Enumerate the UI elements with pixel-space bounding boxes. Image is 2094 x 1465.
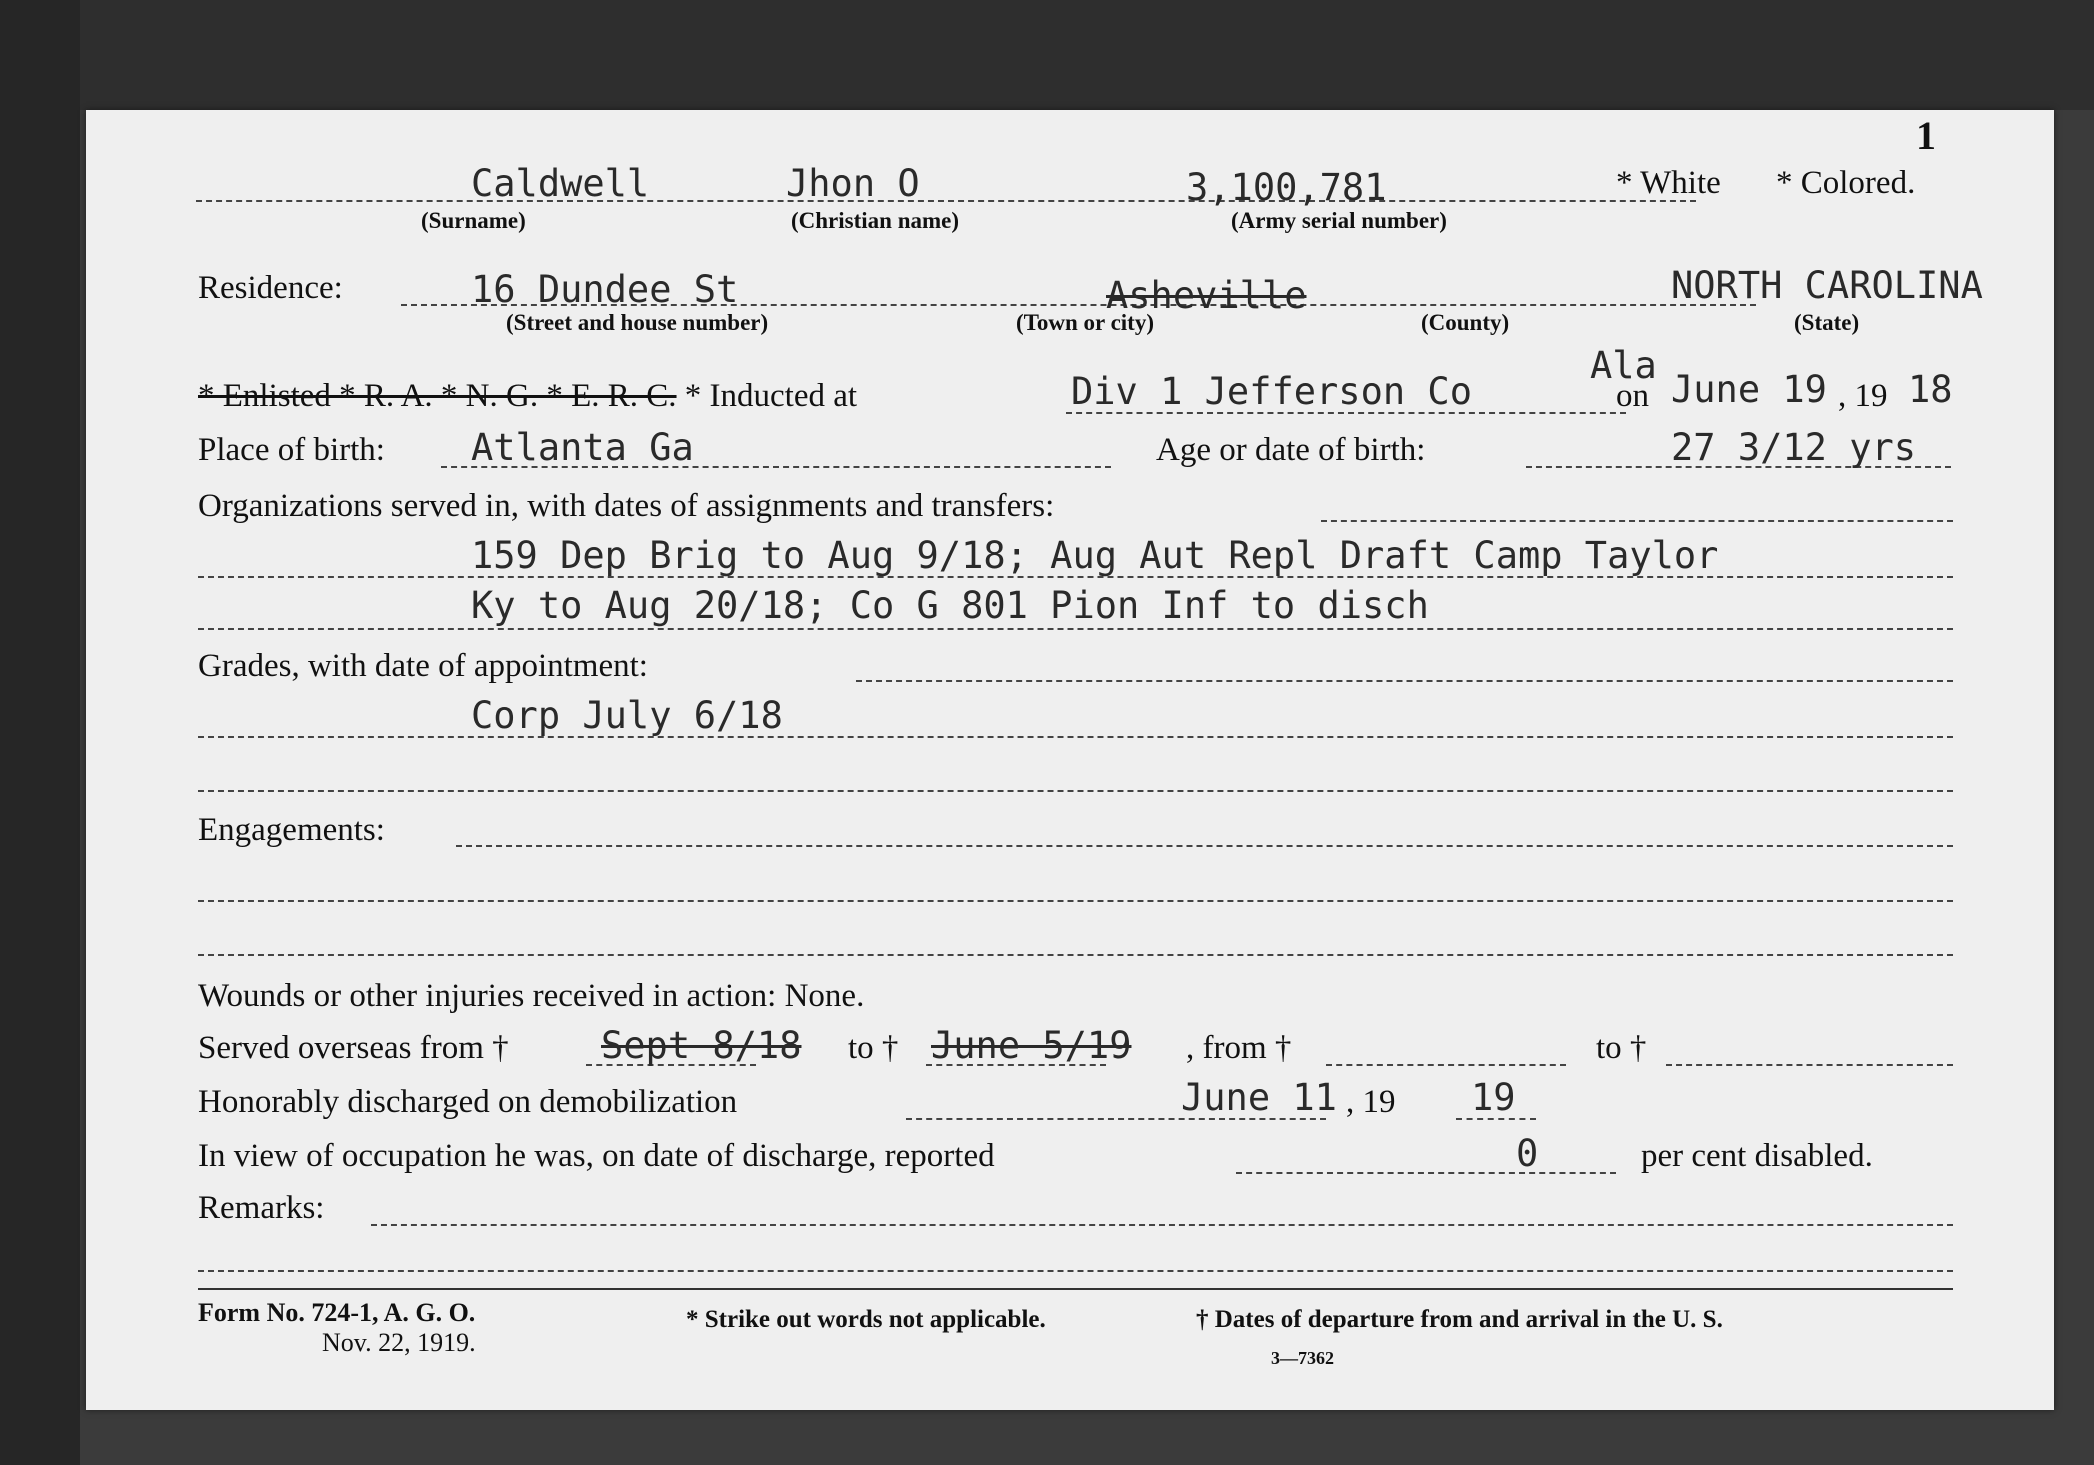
discharge-year-value: 19	[1471, 1076, 1516, 1119]
organizations-line-0	[1321, 520, 1953, 522]
on-label: on	[1616, 378, 1649, 414]
overseas-label: Served overseas from †	[198, 1030, 509, 1066]
engagements-line-0	[456, 845, 1953, 847]
state-value: NORTH CAROLINA	[1671, 264, 1983, 307]
overseas-to2-line	[1666, 1064, 1953, 1066]
scan-background-left	[0, 0, 80, 1465]
discharge-year-prefix: , 19	[1346, 1084, 1396, 1120]
inducted-state-value: Ala	[1590, 344, 1657, 387]
place-of-birth-value: Atlanta Ga	[471, 426, 694, 469]
grades-line-2	[198, 790, 1953, 792]
overseas-from1-value: Sept 8/18	[601, 1024, 802, 1067]
overseas-from2-label: , from †	[1186, 1030, 1292, 1066]
organizations-label: Organizations served in, with dates of assignments and transfers:	[198, 488, 1055, 524]
overseas-to2-label: to †	[1596, 1030, 1647, 1066]
dates-note: † Dates of departure from and arrival in the U. S.	[1196, 1306, 1723, 1333]
serial-number-value: 3,100,781	[1186, 166, 1387, 209]
remarks-line-0	[371, 1224, 1953, 1226]
remarks-label: Remarks:	[198, 1190, 325, 1226]
residence-label: Residence:	[198, 270, 343, 306]
page-number: 1	[1916, 113, 1936, 158]
induction-year-value: 18	[1908, 368, 1953, 411]
grades-line-0	[856, 680, 1953, 682]
christian-name-caption: (Christian name)	[791, 208, 960, 233]
disability-label: In view of occupation he was, on date of discharge, reported	[198, 1138, 995, 1174]
surname-value: Caldwell	[471, 162, 650, 205]
name-line	[196, 200, 1696, 202]
discharge-date-value: June 11	[1181, 1076, 1337, 1119]
form-code: 3—7362	[1271, 1348, 1334, 1368]
overseas-from2-line	[1326, 1064, 1566, 1066]
age-value: 27 3/12 yrs	[1671, 426, 1917, 469]
colored-label: * Colored.	[1776, 165, 1916, 201]
place-of-birth-label: Place of birth:	[198, 432, 385, 468]
town-value: Asheville	[1106, 274, 1307, 317]
grades-line-1	[198, 736, 1953, 738]
scan-background-top	[0, 0, 2094, 110]
county-caption: (County)	[1421, 310, 1510, 335]
form-date: Nov. 22, 1919.	[322, 1328, 476, 1357]
surname-caption: (Surname)	[421, 208, 526, 233]
enlisted-options: * Enlisted * R. A. * N. G. * E. R. C.	[198, 378, 677, 414]
engagements-line-2	[198, 954, 1953, 956]
organizations-line-2	[198, 628, 1953, 630]
disability-line	[1236, 1172, 1616, 1174]
organizations-value-2: Ky to Aug 20/18; Co G 801 Pion Inf to disch	[471, 584, 1429, 627]
town-caption: (Town or city)	[1016, 310, 1154, 335]
organizations-value-1: 159 Dep Brig to Aug 9/18; Aug Aut Repl Draft Camp Taylor	[471, 534, 1719, 577]
christian-name-value: Jhon O	[786, 162, 920, 205]
serial-number-caption: (Army serial number)	[1231, 208, 1447, 233]
grades-label: Grades, with date of appointment:	[198, 648, 648, 684]
inducted-label: * Inducted at	[684, 378, 858, 414]
grades-value-1: Corp July 6/18	[471, 694, 783, 737]
inducted-place-value: Div 1 Jefferson Co	[1071, 370, 1472, 413]
discharge-label: Honorably discharged on demobilization	[198, 1084, 738, 1120]
disability-suffix: per cent disabled.	[1641, 1138, 1873, 1174]
disability-percent-value: 0	[1516, 1132, 1539, 1175]
engagements-line-1	[198, 900, 1953, 902]
induction-date-value: June 19	[1671, 368, 1827, 411]
overseas-to1-value: June 5/19	[931, 1024, 1132, 1067]
footer-rule	[198, 1288, 1953, 1290]
remarks-line-1	[198, 1270, 1953, 1272]
wounds-label: Wounds or other injuries received in action: None.	[198, 978, 865, 1014]
state-caption: (State)	[1794, 310, 1860, 335]
service-record-card	[86, 110, 2054, 1410]
enlisted-label	[198, 378, 857, 415]
overseas-to-label: to †	[848, 1030, 899, 1066]
strike-note: * Strike out words not applicable.	[686, 1306, 1046, 1333]
engagements-label: Engagements:	[198, 812, 385, 848]
induction-year-prefix: , 19	[1838, 378, 1888, 414]
street-value: 16 Dundee St	[471, 268, 739, 311]
age-label: Age or date of birth:	[1156, 432, 1426, 468]
white-label: * White	[1616, 165, 1721, 201]
street-caption: (Street and house number)	[506, 310, 769, 335]
form-number: Form No. 724-1, A. G. O.	[198, 1298, 476, 1327]
